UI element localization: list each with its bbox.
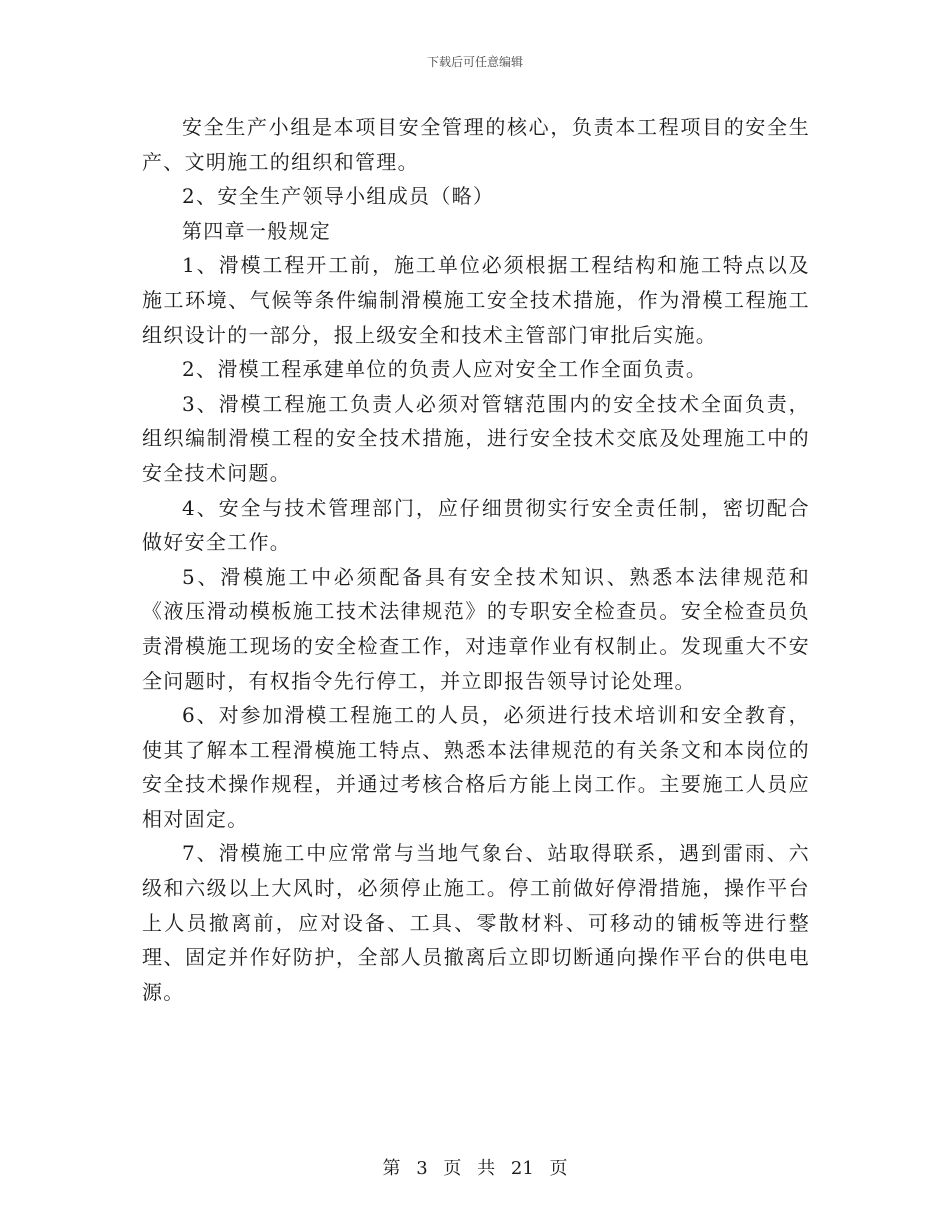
footer-suffix: 页	[549, 1158, 568, 1179]
paragraph-rule-5: 5、滑模施工中必须配备具有安全技术知识、熟悉本法律规范和《液压滑动模板施工技术法律规范》的专职安全检查员。安全检查员负责滑模施工现场的安全检查工作，对违章作业有权制止。发现重大不安全问题时，有权指令先行停工，并立即报告领导讨论处理。	[142, 564, 810, 693]
footer-prefix: 第	[382, 1158, 401, 1179]
paragraph-rule-4: 4、安全与技术管理部门，应仔细贯彻实行安全责任制，密切配合做好安全工作。	[142, 495, 810, 555]
paragraph-rule-7: 7、滑模施工中应常常与当地气象台、站取得联系，遇到雷雨、六级和六级以上大风时，必须停止施工。停工前做好停滑措施，操作平台上人员撤离前，应对设备、工具、零散材料、可移动的铺板等进行整理、固定并作好防护，全部人员撤离后立即切断通向操作平台的供电电源。	[142, 841, 810, 1004]
footer-page-word: 页	[443, 1158, 462, 1179]
footer-total-word: 共	[477, 1158, 496, 1179]
page-footer	[0, 1154, 950, 1180]
paragraph-rule-6: 6、对参加滑模工程施工的人员，必须进行技术培训和安全教育，使其了解本工程滑模施工特点、熟悉本法律规范的有关条文和本岗位的安全技术操作规程，并通过考核合格后方能上岗工作。主要施工人员应相对固定。	[142, 703, 810, 831]
page-header: 下载后可任意编辑	[426, 55, 523, 69]
chapter-heading: 第四章一般规定	[182, 218, 332, 243]
paragraph-team-members: 2、安全生产领导小组成员（略）	[182, 184, 495, 209]
paragraph-safety-team: 安全生产小组是本项目安全管理的核心，负责本工程项目的安全生产、文明施工的组织和管理。	[142, 115, 810, 174]
footer-current-page: 3	[416, 1158, 428, 1179]
footer-total-pages: 21	[510, 1158, 534, 1179]
paragraph-rule-1: 1、滑模工程开工前，施工单位必须根据工程结构和施工特点以及施工环境、气候等条件编制滑模施工安全技术措施，作为滑模工程施工组织设计的一部分，报上级安全和技术主管部门审批后实施。	[142, 253, 810, 347]
document-body	[142, 110, 810, 1009]
paragraph-rule-2: 2、滑模工程承建单位的负责人应对安全工作全面负责。	[182, 357, 708, 382]
paragraph-rule-3: 3、滑模工程施工负责人必须对管辖范围内的安全技术全面负责，组织编制滑模工程的安全技术措施，进行安全技术交底及处理施工中的安全技术问题。	[142, 391, 810, 485]
